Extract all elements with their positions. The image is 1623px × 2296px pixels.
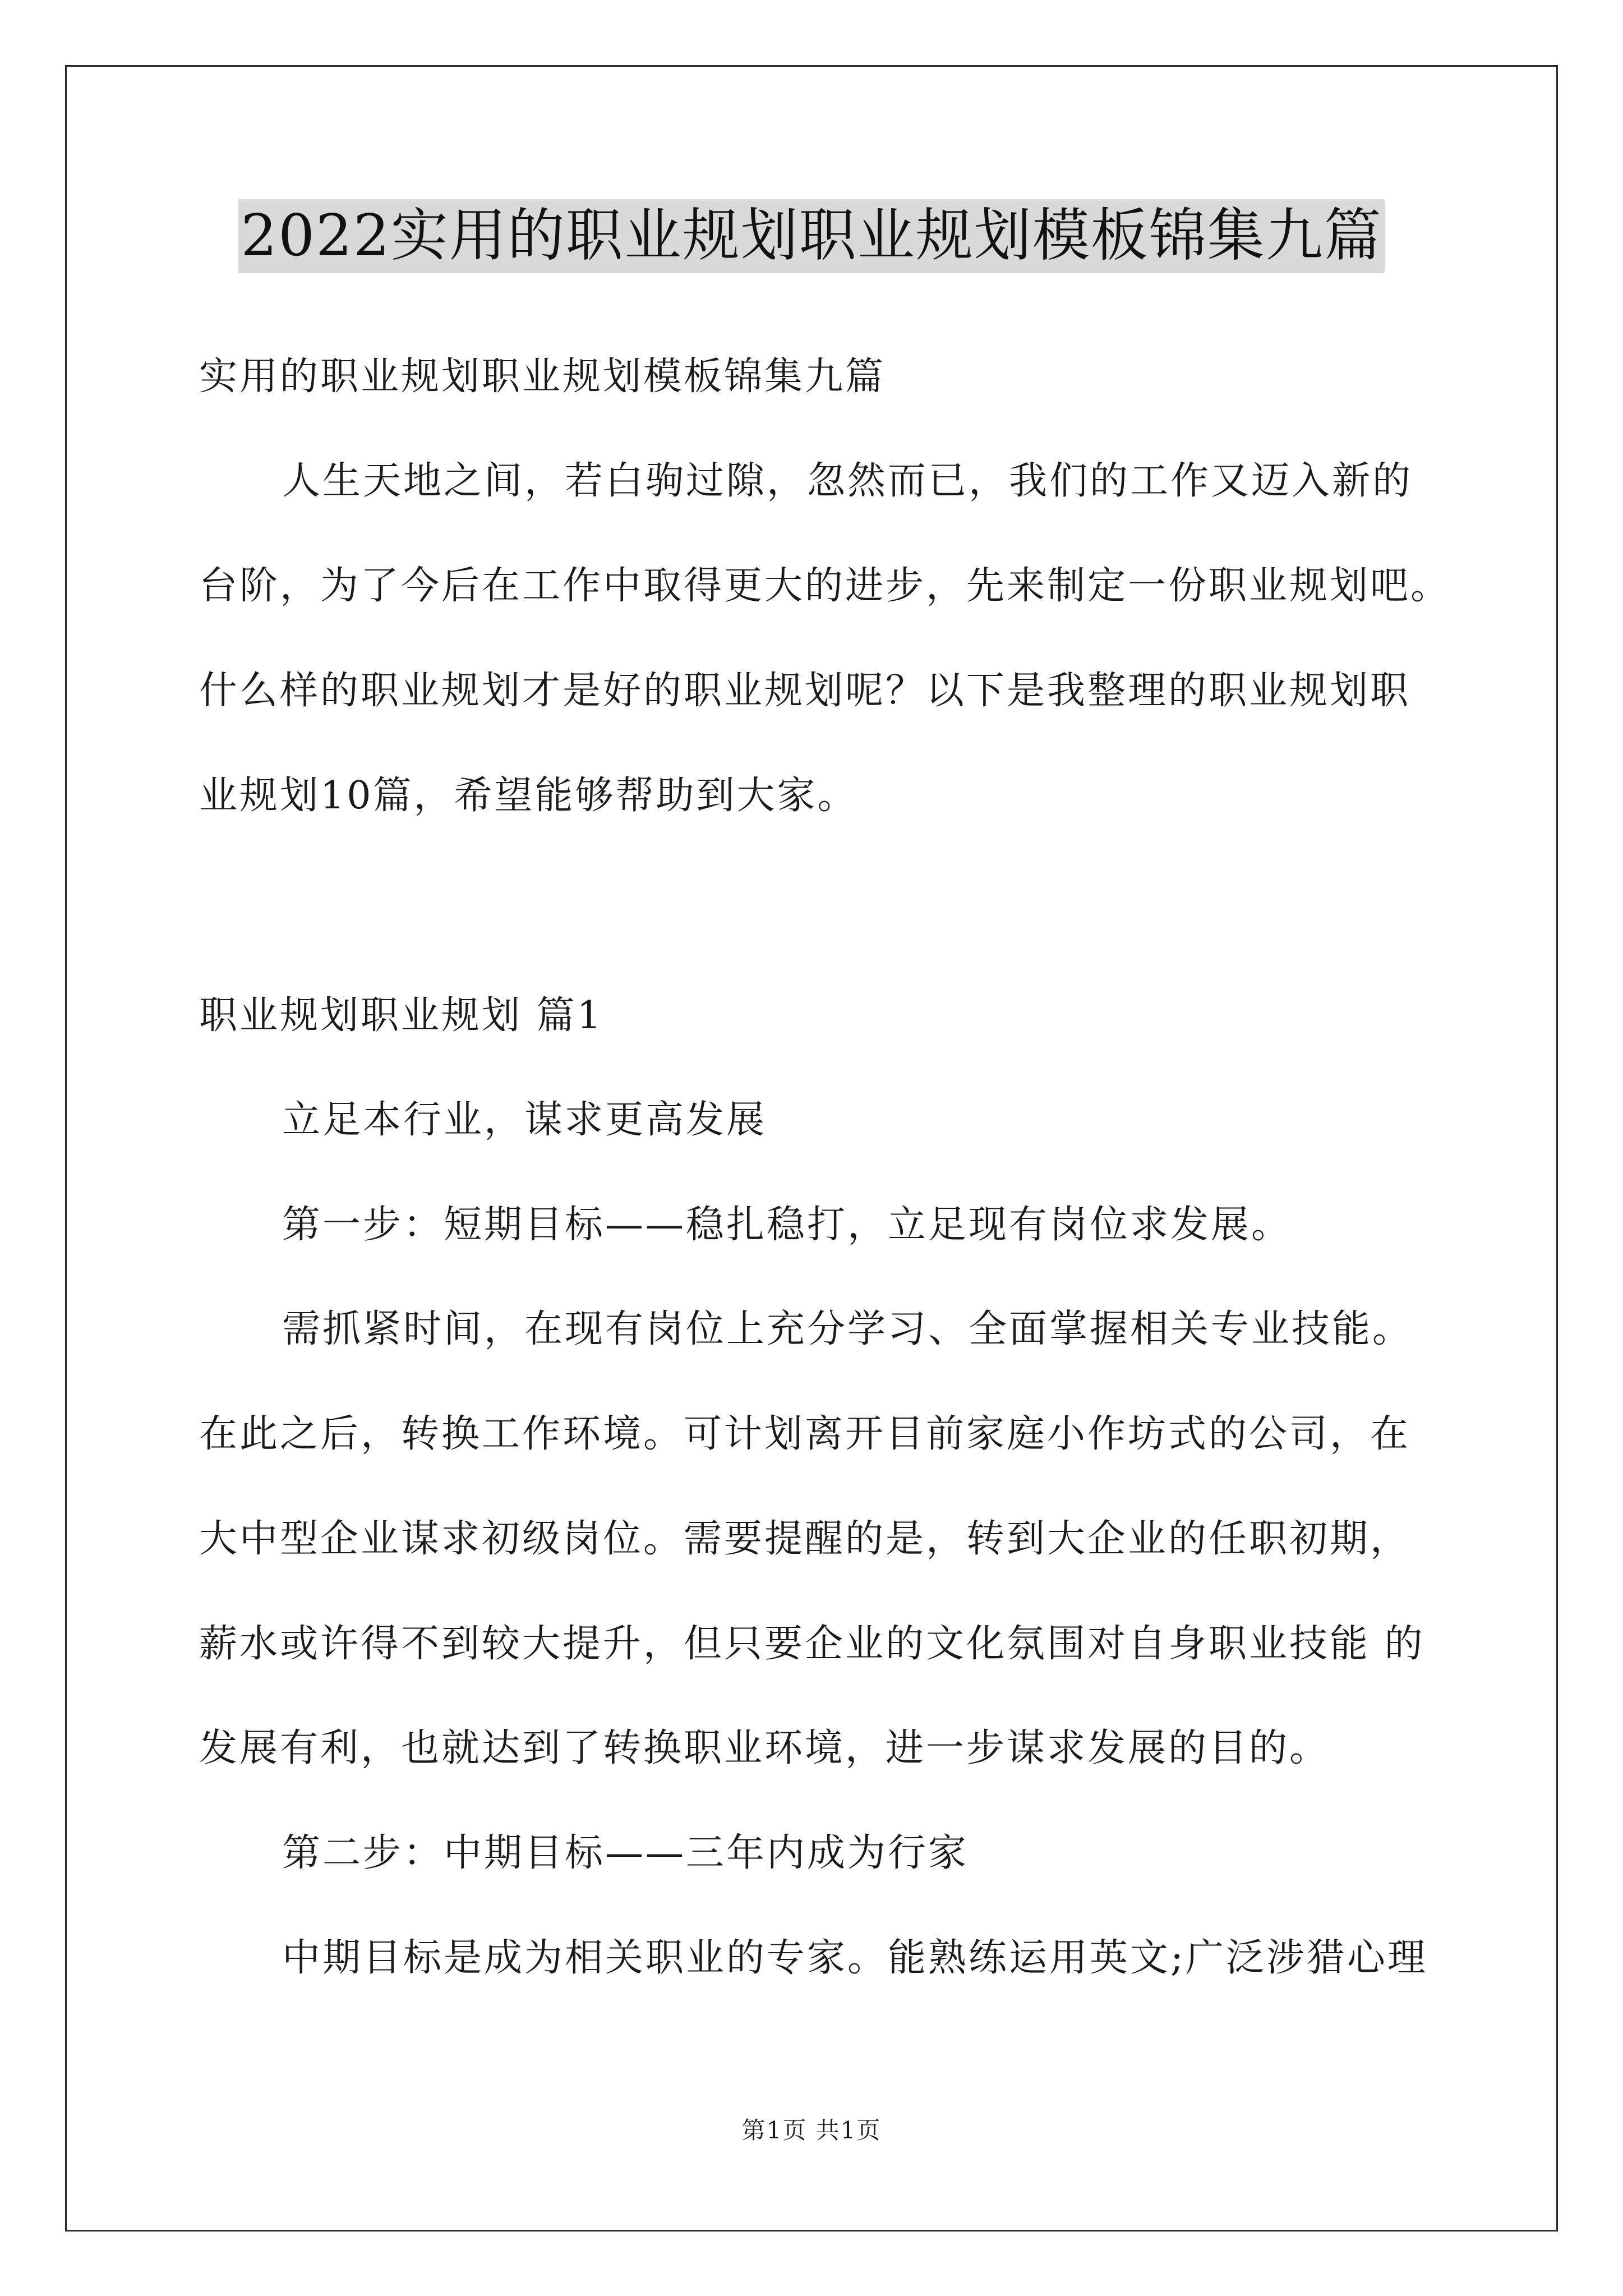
section-heading: 职业规划职业规划 篇1 <box>199 993 603 1038</box>
body-line: 第一步：短期目标——稳扎稳打，立足现有岗位求发展。 <box>282 1203 1292 1247</box>
body-line: 发展有利，也就达到了转换职业环境，进一步谋求发展的目的。 <box>199 1726 1330 1770</box>
page-footer: 第1页 共1页 <box>741 2116 882 2144</box>
body-line: 需抓紧时间，在现有岗位上充分学习、全面掌握相关专业技能。 <box>282 1307 1413 1351</box>
intro-line: 什么样的职业规划才是好的职业规划呢？以下是我整理的职业规划职 <box>199 669 1411 713</box>
body-line: 中期目标是成为相关职业的专家。能熟练运用英文;广泛涉猎心理 <box>282 1936 1428 1980</box>
body-line: 大中型企业谋求初级岗位。需要提醒的是，转到大企业的任职初期， <box>199 1517 1411 1561</box>
intro-line: 台阶，为了今后在工作中取得更大的进步，先来制定一份职业规划吧。 <box>199 564 1451 608</box>
document-title: 2022实用的职业规划职业规划模板锦集九篇 <box>238 199 1385 273</box>
title-container <box>0 199 1623 273</box>
body-line: 薪水或许得不到较大提升，但只要企业的文化氛围对自身职业技能 的 <box>199 1622 1425 1666</box>
body-line: 第二步：中期目标——三年内成为行家 <box>282 1831 969 1875</box>
body-line: 立足本行业，谋求更高发展 <box>282 1098 767 1142</box>
intro-line: 人生天地之间，若白驹过隙，忽然而已，我们的工作又迈入新的 <box>282 459 1413 503</box>
body-line: 在此之后，转换工作环境。可计划离开目前家庭小作坊式的公司，在 <box>199 1412 1411 1456</box>
intro-line: 业规划10篇，希望能够帮助到大家。 <box>199 774 858 818</box>
document-subtitle: 实用的职业规划职业规划模板锦集九篇 <box>199 355 886 399</box>
